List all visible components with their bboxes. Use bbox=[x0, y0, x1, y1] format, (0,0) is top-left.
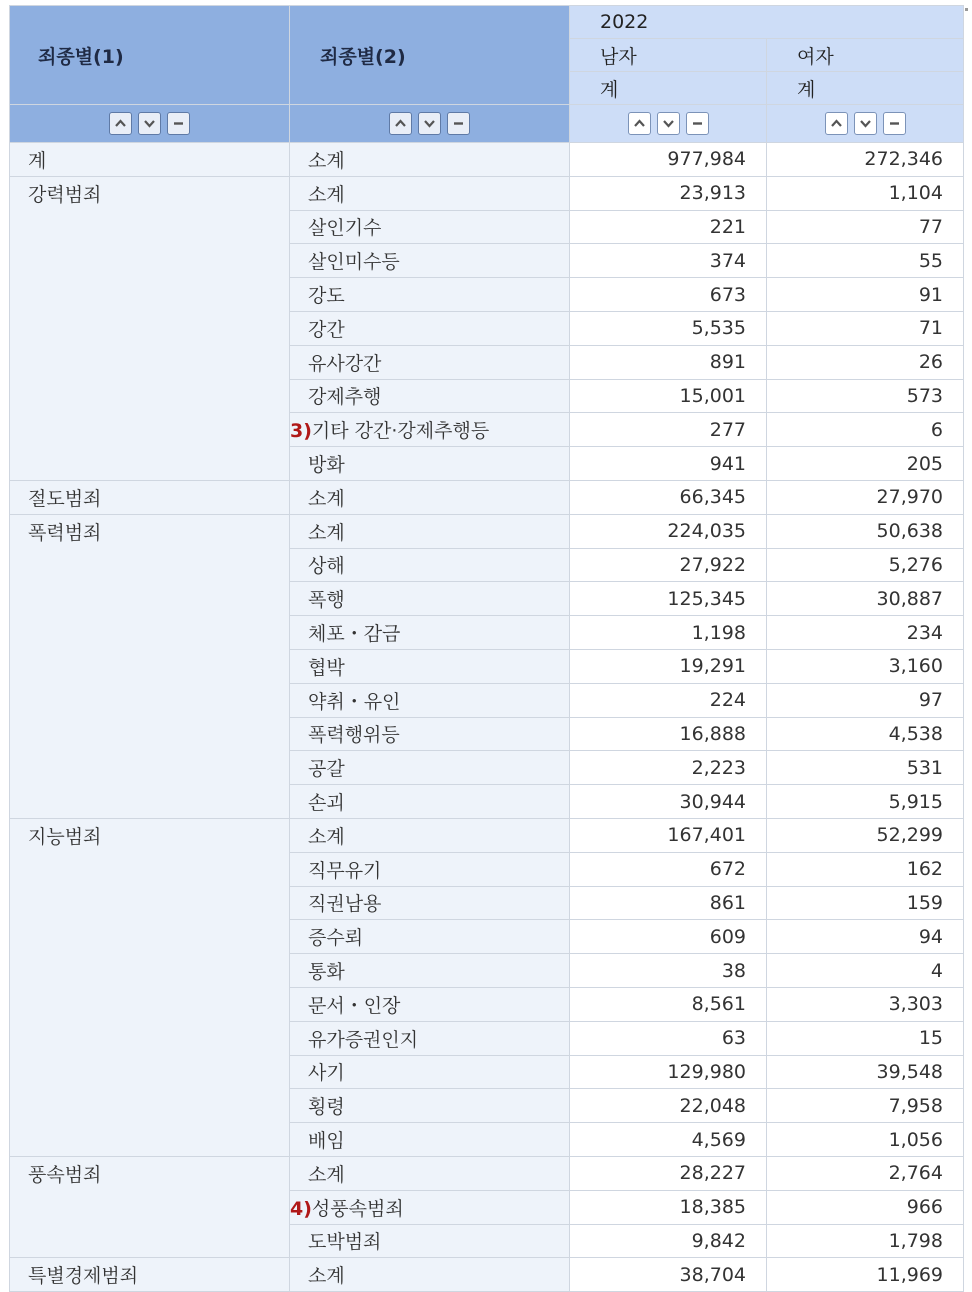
male-value-cell: 23,913 bbox=[570, 176, 767, 210]
female-value-cell: 3,160 bbox=[767, 649, 964, 683]
subcategory-label: 증수뢰 bbox=[308, 927, 364, 950]
subcategory-label: 기타 강간·강제추행등 bbox=[311, 420, 490, 443]
subcategory-cell bbox=[290, 311, 570, 345]
subcategory-cell bbox=[290, 717, 570, 751]
subcategory-cell bbox=[290, 616, 570, 650]
male-value-cell: 609 bbox=[570, 920, 767, 954]
category-cell bbox=[10, 717, 290, 751]
table-row bbox=[10, 143, 964, 177]
category-cell: 폭력범죄 bbox=[10, 514, 290, 548]
category-cell bbox=[10, 920, 290, 954]
female-value-cell: 4,538 bbox=[767, 717, 964, 751]
female-value-cell: 234 bbox=[767, 616, 964, 650]
male-value-cell: 4,569 bbox=[570, 1123, 767, 1157]
header-male-total: 계 bbox=[570, 72, 767, 105]
table-row bbox=[10, 818, 964, 852]
male-value-cell: 9,842 bbox=[570, 1224, 767, 1258]
table-row bbox=[10, 1258, 964, 1292]
table-row bbox=[10, 447, 964, 481]
subcategory-label: 협박 bbox=[308, 656, 345, 679]
female-value-cell: 91 bbox=[767, 278, 964, 312]
category-cell bbox=[10, 1055, 290, 1089]
subcategory-label: 횡령 bbox=[308, 1096, 345, 1119]
table-row bbox=[10, 1190, 964, 1224]
female-value-cell: 97 bbox=[767, 683, 964, 717]
subcategory-cell bbox=[290, 987, 570, 1021]
table-row bbox=[10, 311, 964, 345]
subcategory-cell bbox=[290, 244, 570, 278]
category-cell bbox=[10, 548, 290, 582]
subcategory-label: 상해 bbox=[308, 555, 345, 578]
male-value-cell: 30,944 bbox=[570, 785, 767, 819]
male-value-cell: 38 bbox=[570, 954, 767, 988]
category-cell bbox=[10, 886, 290, 920]
female-value-cell: 1,056 bbox=[767, 1123, 964, 1157]
subcategory-cell bbox=[290, 278, 570, 312]
header-dim1: 죄종별(1) bbox=[10, 6, 290, 105]
subcategory-label: 손괴 bbox=[308, 792, 345, 815]
subcategory-cell bbox=[290, 379, 570, 413]
subcategory-label: 방화 bbox=[308, 454, 345, 477]
female-value-cell: 7,958 bbox=[767, 1089, 964, 1123]
female-value-cell: 4 bbox=[767, 954, 964, 988]
female-value-cell: 205 bbox=[767, 447, 964, 481]
subcategory-cell bbox=[290, 1055, 570, 1089]
subcategory-cell bbox=[290, 413, 570, 447]
category-cell bbox=[10, 616, 290, 650]
male-value-cell: 16,888 bbox=[570, 717, 767, 751]
male-value-cell: 15,001 bbox=[570, 379, 767, 413]
table-row bbox=[10, 751, 964, 785]
male-value-cell: 977,984 bbox=[570, 143, 767, 177]
table-row bbox=[10, 345, 964, 379]
male-value-cell: 28,227 bbox=[570, 1156, 767, 1190]
female-value-cell: 11,969 bbox=[767, 1258, 964, 1292]
category-cell bbox=[10, 210, 290, 244]
female-value-cell: 77 bbox=[767, 210, 964, 244]
female-value-cell: 1,104 bbox=[767, 176, 964, 210]
subcategory-label: 도박범죄 bbox=[308, 1231, 382, 1254]
sort-descending-button[interactable] bbox=[418, 112, 441, 135]
table-row bbox=[10, 1156, 964, 1190]
table-row bbox=[10, 717, 964, 751]
footnote-marker[interactable]: 3) bbox=[290, 420, 312, 443]
female-value-cell: 71 bbox=[767, 311, 964, 345]
subcategory-label: 배임 bbox=[308, 1130, 345, 1152]
subcategory-label: 소계 bbox=[308, 149, 345, 172]
male-value-cell: 2,223 bbox=[570, 751, 767, 785]
category-cell bbox=[10, 413, 290, 447]
subcategory-label: 살인기수 bbox=[308, 217, 382, 240]
collapse-button[interactable] bbox=[883, 112, 906, 135]
male-value-cell: 221 bbox=[570, 210, 767, 244]
male-value-cell: 167,401 bbox=[570, 818, 767, 852]
category-cell bbox=[10, 852, 290, 886]
table-row bbox=[10, 480, 964, 514]
header-dim2: 죄종별(2) bbox=[290, 6, 570, 105]
table-row bbox=[10, 514, 964, 548]
female-value-cell: 159 bbox=[767, 886, 964, 920]
female-value-cell: 39,548 bbox=[767, 1055, 964, 1089]
male-value-cell: 19,291 bbox=[570, 649, 767, 683]
subcategory-cell bbox=[290, 447, 570, 481]
subcategory-cell bbox=[290, 1258, 570, 1292]
subcategory-label: 소계 bbox=[308, 1265, 345, 1288]
category-cell bbox=[10, 244, 290, 278]
male-value-cell: 673 bbox=[570, 278, 767, 312]
footnote-marker[interactable]: 4) bbox=[290, 1197, 312, 1220]
table-row bbox=[10, 582, 964, 616]
table-row bbox=[10, 683, 964, 717]
subcategory-cell bbox=[290, 954, 570, 988]
category-cell bbox=[10, 1089, 290, 1123]
category-cell bbox=[10, 1190, 290, 1224]
subcategory-cell bbox=[290, 143, 570, 177]
subcategory-label: 소계 bbox=[308, 521, 345, 544]
category-cell bbox=[10, 1123, 290, 1157]
sort-descending-button[interactable] bbox=[657, 112, 680, 135]
female-sort-controls bbox=[767, 105, 964, 143]
table-row bbox=[10, 1089, 964, 1123]
statistics-table bbox=[9, 5, 964, 1292]
female-value-cell: 52,299 bbox=[767, 818, 964, 852]
subcategory-label: 소계 bbox=[308, 1163, 345, 1186]
male-value-cell: 27,922 bbox=[570, 548, 767, 582]
table-row bbox=[10, 616, 964, 650]
subcategory-cell bbox=[290, 210, 570, 244]
table-row bbox=[10, 852, 964, 886]
header-female: 여자 bbox=[767, 39, 964, 72]
sort-descending-button[interactable] bbox=[854, 112, 877, 135]
subcategory-cell bbox=[290, 818, 570, 852]
dim2-sort-controls bbox=[290, 105, 570, 143]
subcategory-label: 강간 bbox=[308, 318, 345, 341]
category-cell bbox=[10, 1224, 290, 1258]
subcategory-label: 약취・유인 bbox=[308, 690, 401, 713]
header-female-total: 계 bbox=[767, 72, 964, 105]
subcategory-cell bbox=[290, 1089, 570, 1123]
male-sort-controls bbox=[570, 105, 767, 143]
subcategory-cell bbox=[290, 548, 570, 582]
category-cell bbox=[10, 1021, 290, 1055]
subcategory-cell bbox=[290, 649, 570, 683]
subcategory-label: 살인미수등 bbox=[308, 251, 400, 274]
male-value-cell: 5,535 bbox=[570, 311, 767, 345]
female-value-cell: 55 bbox=[767, 244, 964, 278]
male-value-cell: 224,035 bbox=[570, 514, 767, 548]
subcategory-cell bbox=[290, 1156, 570, 1190]
category-cell: 특별경제범죄 bbox=[10, 1258, 290, 1292]
subcategory-cell bbox=[290, 920, 570, 954]
category-cell bbox=[10, 582, 290, 616]
category-cell bbox=[10, 311, 290, 345]
subcategory-label: 통화 bbox=[308, 961, 345, 984]
male-value-cell: 1,198 bbox=[570, 616, 767, 650]
female-value-cell: 50,638 bbox=[767, 514, 964, 548]
female-value-cell: 6 bbox=[767, 413, 964, 447]
table-row bbox=[10, 954, 964, 988]
header-male: 남자 bbox=[570, 39, 767, 72]
male-value-cell: 38,704 bbox=[570, 1258, 767, 1292]
table-row bbox=[10, 785, 964, 819]
category-cell bbox=[10, 649, 290, 683]
male-value-cell: 277 bbox=[570, 413, 767, 447]
category-cell: 계 bbox=[10, 143, 290, 177]
subcategory-cell bbox=[290, 751, 570, 785]
category-cell: 절도범죄 bbox=[10, 480, 290, 514]
table-row bbox=[10, 1123, 964, 1157]
female-value-cell: 15 bbox=[767, 1021, 964, 1055]
female-value-cell: 966 bbox=[767, 1190, 964, 1224]
table-row bbox=[10, 413, 964, 447]
subcategory-label: 강제추행 bbox=[308, 386, 382, 409]
header-year: 2022 bbox=[570, 6, 964, 39]
category-cell bbox=[10, 379, 290, 413]
table-row bbox=[10, 1055, 964, 1089]
subcategory-cell bbox=[290, 1190, 570, 1224]
subcategory-label: 폭행 bbox=[308, 589, 345, 612]
male-value-cell: 8,561 bbox=[570, 987, 767, 1021]
subcategory-cell bbox=[290, 852, 570, 886]
subcategory-label: 사기 bbox=[308, 1062, 345, 1085]
sort-ascending-button[interactable] bbox=[628, 112, 651, 135]
table-row bbox=[10, 920, 964, 954]
sort-ascending-button[interactable] bbox=[389, 112, 412, 135]
dim1-sort-controls bbox=[10, 105, 290, 143]
category-cell bbox=[10, 683, 290, 717]
collapse-button[interactable] bbox=[447, 112, 470, 135]
category-cell bbox=[10, 785, 290, 819]
scrollbar-marker[interactable] bbox=[965, 8, 968, 11]
subcategory-label: 성풍속범죄 bbox=[311, 1197, 404, 1220]
male-value-cell: 861 bbox=[570, 886, 767, 920]
subcategory-label: 문서・인장 bbox=[308, 994, 401, 1017]
subcategory-label: 체포・감금 bbox=[308, 623, 401, 646]
category-cell: 강력범죄 bbox=[10, 176, 290, 210]
male-value-cell: 18,385 bbox=[570, 1190, 767, 1224]
subcategory-cell bbox=[290, 514, 570, 548]
female-value-cell: 94 bbox=[767, 920, 964, 954]
subcategory-label: 유사강간 bbox=[308, 352, 382, 375]
subcategory-label: 직무유기 bbox=[308, 859, 382, 882]
subcategory-label: 폭력행위등 bbox=[308, 724, 400, 747]
table-row bbox=[10, 1021, 964, 1055]
male-value-cell: 374 bbox=[570, 244, 767, 278]
subcategory-cell bbox=[290, 1021, 570, 1055]
sort-descending-button[interactable] bbox=[138, 112, 161, 135]
subcategory-label: 유가증권인지 bbox=[308, 1028, 419, 1051]
male-value-cell: 941 bbox=[570, 447, 767, 481]
male-value-cell: 63 bbox=[570, 1021, 767, 1055]
subcategory-label: 강도 bbox=[308, 285, 345, 308]
table-row bbox=[10, 886, 964, 920]
male-value-cell: 129,980 bbox=[570, 1055, 767, 1089]
collapse-button[interactable] bbox=[167, 112, 190, 135]
table-row bbox=[10, 649, 964, 683]
male-value-cell: 224 bbox=[570, 683, 767, 717]
subcategory-cell bbox=[290, 176, 570, 210]
female-value-cell: 27,970 bbox=[767, 480, 964, 514]
table-row bbox=[10, 379, 964, 413]
subcategory-label: 소계 bbox=[308, 825, 345, 848]
category-cell: 풍속범죄 bbox=[10, 1156, 290, 1190]
female-value-cell: 2,764 bbox=[767, 1156, 964, 1190]
subcategory-cell bbox=[290, 480, 570, 514]
category-cell bbox=[10, 954, 290, 988]
male-value-cell: 22,048 bbox=[570, 1089, 767, 1123]
table-row bbox=[10, 278, 964, 312]
male-value-cell: 66,345 bbox=[570, 480, 767, 514]
female-value-cell: 5,276 bbox=[767, 548, 964, 582]
subcategory-cell bbox=[290, 1123, 570, 1157]
female-value-cell: 3,303 bbox=[767, 987, 964, 1021]
sort-ascending-button[interactable] bbox=[825, 112, 848, 135]
subcategory-label: 직권남용 bbox=[308, 893, 382, 916]
subcategory-cell bbox=[290, 345, 570, 379]
female-value-cell: 573 bbox=[767, 379, 964, 413]
table-row bbox=[10, 987, 964, 1021]
table-row bbox=[10, 176, 964, 210]
category-cell: 지능범죄 bbox=[10, 818, 290, 852]
male-value-cell: 891 bbox=[570, 345, 767, 379]
table-row bbox=[10, 210, 964, 244]
subcategory-label: 소계 bbox=[308, 183, 345, 206]
subcategory-cell bbox=[290, 785, 570, 819]
female-value-cell: 5,915 bbox=[767, 785, 964, 819]
subcategory-label: 소계 bbox=[308, 487, 345, 510]
category-cell bbox=[10, 751, 290, 785]
subcategory-label: 공갈 bbox=[308, 758, 345, 781]
male-value-cell: 672 bbox=[570, 852, 767, 886]
sort-ascending-button[interactable] bbox=[109, 112, 132, 135]
category-cell bbox=[10, 345, 290, 379]
category-cell bbox=[10, 987, 290, 1021]
female-value-cell: 531 bbox=[767, 751, 964, 785]
table-row bbox=[10, 244, 964, 278]
table-row bbox=[10, 548, 964, 582]
female-value-cell: 272,346 bbox=[767, 143, 964, 177]
category-cell bbox=[10, 278, 290, 312]
subcategory-cell bbox=[290, 683, 570, 717]
female-value-cell: 30,887 bbox=[767, 582, 964, 616]
category-cell bbox=[10, 447, 290, 481]
collapse-button[interactable] bbox=[686, 112, 709, 135]
subcategory-cell bbox=[290, 1224, 570, 1258]
female-value-cell: 26 bbox=[767, 345, 964, 379]
subcategory-cell bbox=[290, 582, 570, 616]
male-value-cell: 125,345 bbox=[570, 582, 767, 616]
female-value-cell: 1,798 bbox=[767, 1224, 964, 1258]
subcategory-cell bbox=[290, 886, 570, 920]
table-row bbox=[10, 1224, 964, 1258]
female-value-cell: 162 bbox=[767, 852, 964, 886]
